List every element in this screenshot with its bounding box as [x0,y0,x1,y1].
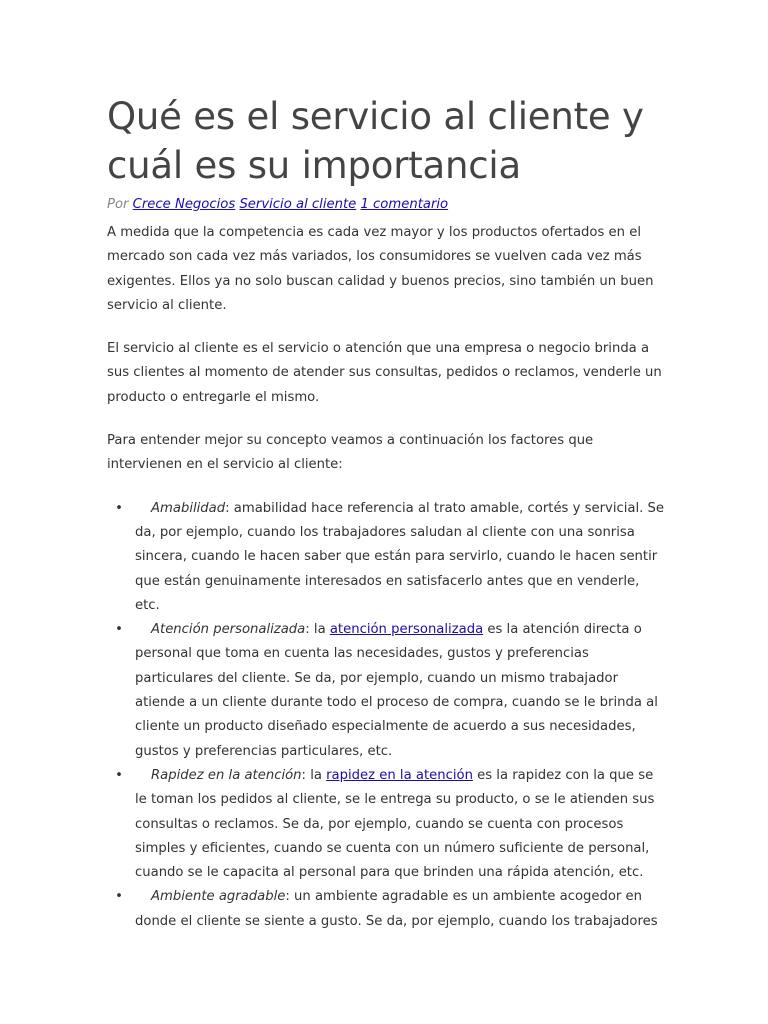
factor-text-continued: es la atención directa o personal que toma en cuenta las necesidades, gustos y preferencias particulares del cliente. Se da, por ejemplo, cuando un mismo trabajador atiende a un cliente durante todo el proceso de compra, cuando se le brinda al cliente un producto diseñado especialmente de acuerdo a sus necesidades, gustos y preferencias particulares, etc. [135,622,658,759]
paragraph-intro: A medida que la competencia es cada vez mayor y los productos ofertados en el mercado son cada vez más variados, los consumidores se vuelven cada vez más exigentes. Ellos ya no solo buscan calidad y buenos precios, sino también un buen servicio al cliente. [107,225,654,313]
bullet: • [115,500,123,516]
factor-text: la [313,622,330,638]
list-item [107,497,667,618]
article [107,92,667,934]
paragraph-definition: El servicio al cliente es el servicio o atención que una empresa o negocio brinda a sus clientes al momento de atender sus consultas, pedidos o reclamos, venderle un producto o entregarle el mismo. [107,341,662,405]
article-title: Qué es el servicio al cliente y cuál es su importancia [107,95,644,187]
factor-text: un ambiente agradable es un ambiente acogedor en donde el cliente se siente a gusto. Se da, por ejemplo, cuando los trabajadores [135,889,658,929]
factor-separator: : [305,622,314,638]
factor-term: Amabilidad [151,500,226,516]
byline [107,195,667,215]
factor-separator: : [225,500,234,516]
factor-text: la [310,767,327,783]
paragraph-factors-intro: Para entender mejor su concepto veamos a continuación los factores que intervienen en el servicio al cliente: [107,433,594,473]
list-item [107,764,667,885]
factor-separator: : [285,889,295,905]
factors-list [107,497,667,934]
byline-prefix: Por [107,197,129,212]
bullet: • [115,767,123,783]
factor-text: amabilidad hace referencia al trato amable, cortés y servicial. Se da, por ejemplo, cuando los trabajadores saludan al cliente con una sonrisa sincera, cuando le hacen saber que están para servirlo, cuando le hacen sentir que están genuinamente interesados en satisfacerlo antes que en venderle, etc. [135,500,665,613]
category-link[interactable]: Servicio al cliente [239,197,357,212]
factor-term: Rapidez en la atención [151,767,302,783]
atencion-personalizada-link[interactable]: atención personalizada [329,622,484,638]
list-item [107,885,667,934]
factor-term: Atención personalizada [151,622,306,638]
factor-text-continued: es la rapidez con la que se le toman los pedidos al cliente, se le entrega su producto, o se le atienden sus consultas o reclamos. Se da, por ejemplo, cuando se cuenta con procesos simples y eficientes, cuando se cuenta con un número suficiente de personal, cuando se le capacita al personal para que brinden una rápida atención, etc. [135,767,655,881]
list-item [107,618,667,764]
factor-separator: : [301,767,311,783]
bullet: • [115,889,123,905]
bullet: • [115,622,123,638]
rapidez-atencion-link[interactable]: rapidez en la atención [326,767,473,783]
comments-link[interactable]: 1 comentario [360,197,449,212]
factor-term: Ambiente agradable [151,889,286,905]
author-link[interactable]: Crece Negocios [132,197,236,212]
